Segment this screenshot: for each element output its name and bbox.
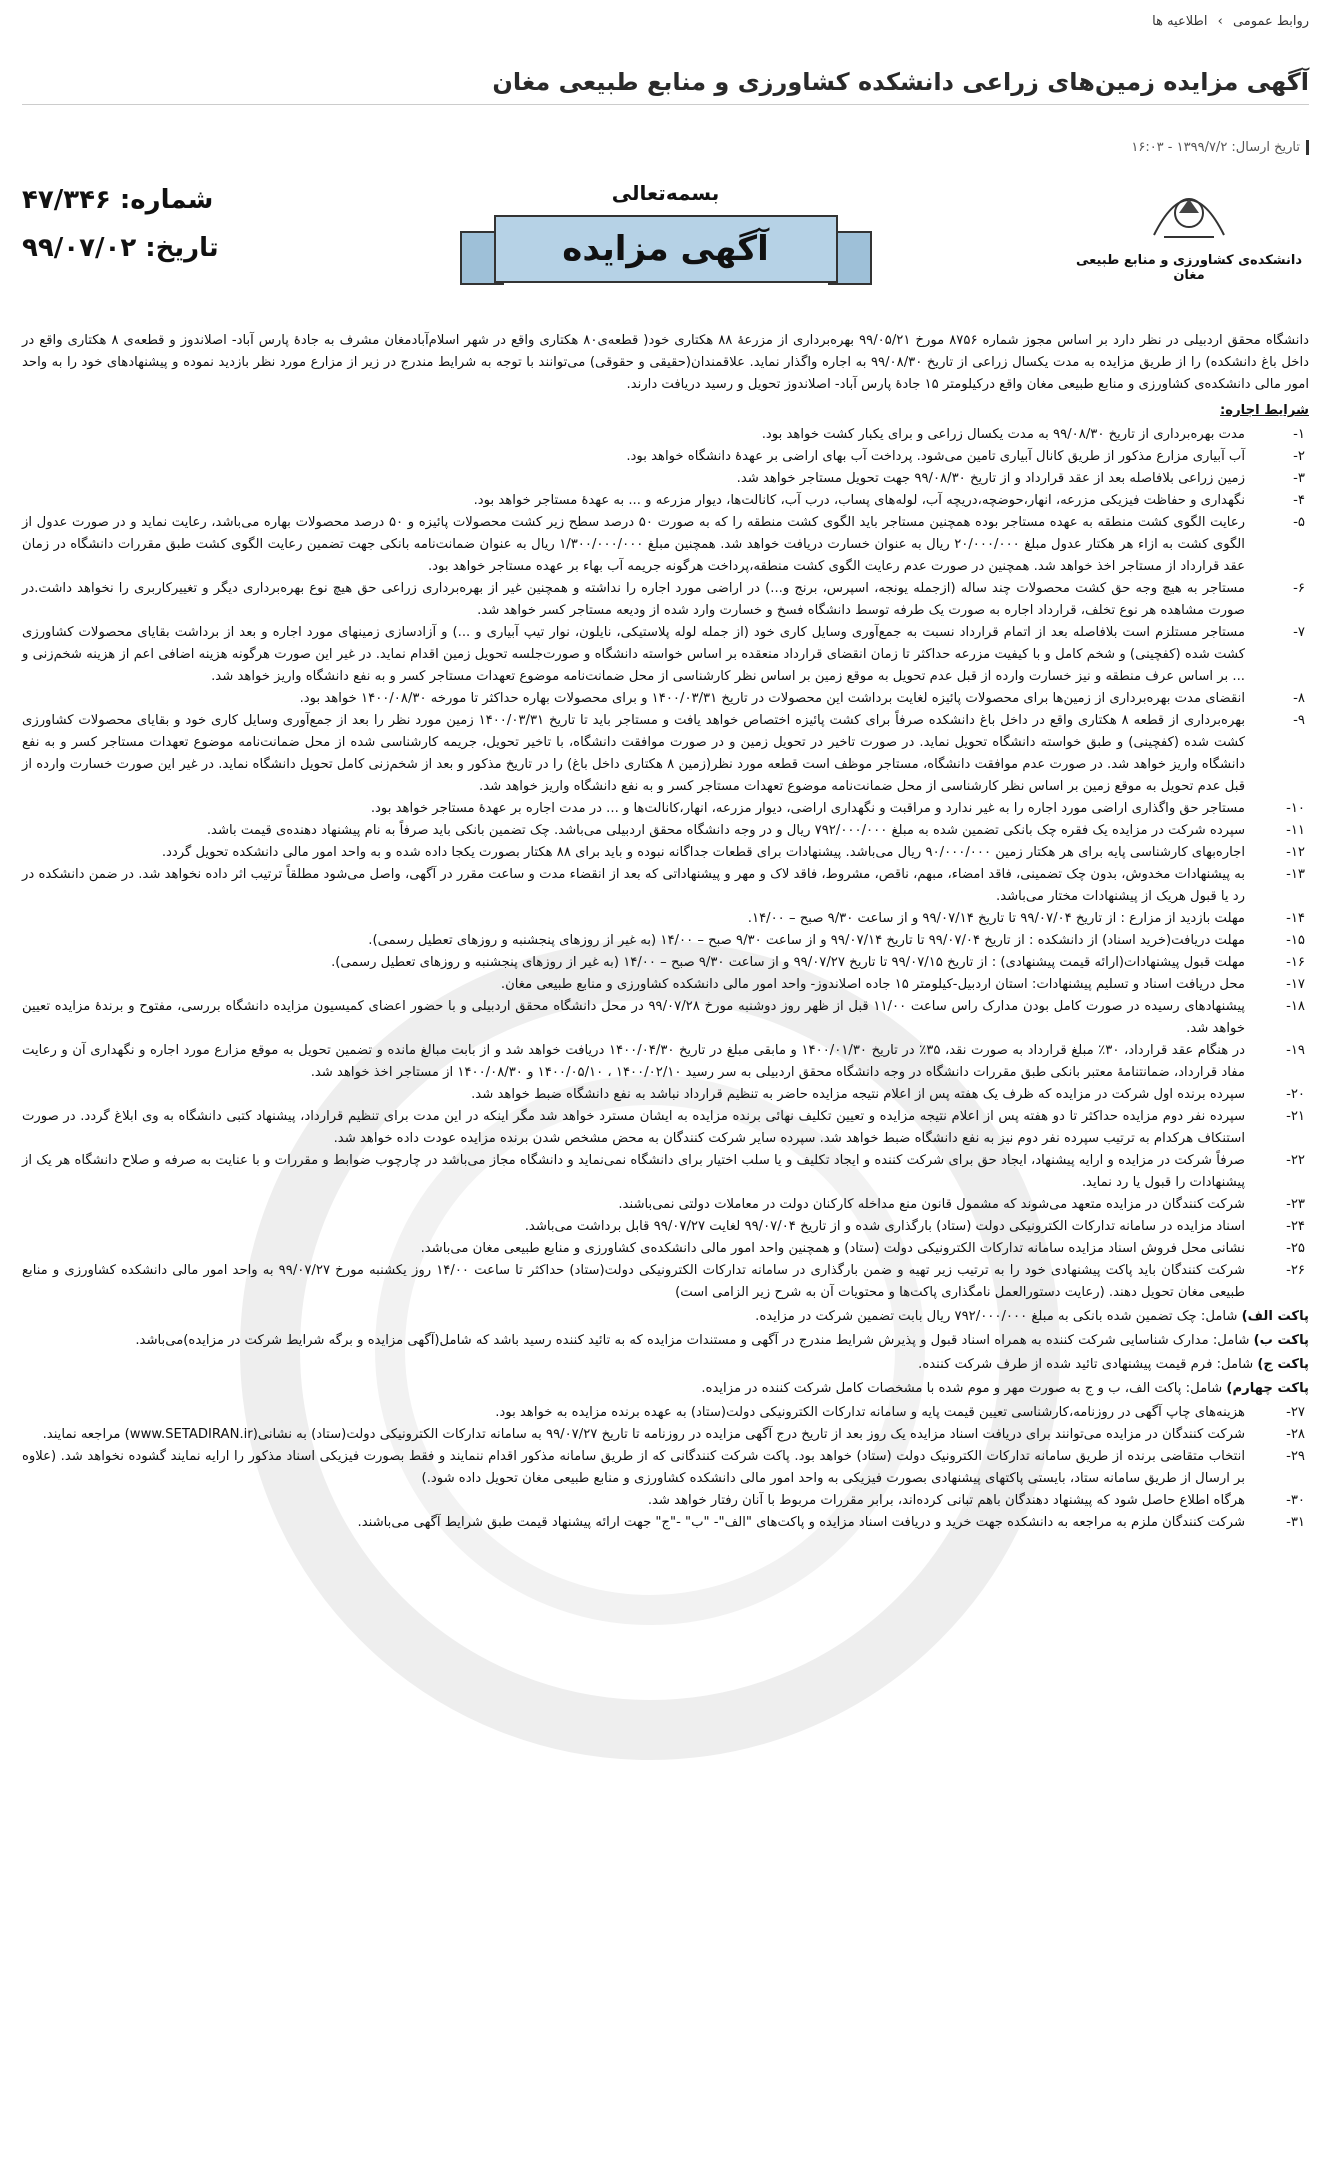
packet-item bbox=[22, 1306, 1309, 1328]
condition-number: ۲۳- bbox=[1286, 1197, 1305, 1212]
condition-item bbox=[22, 864, 1309, 908]
condition-text: اسناد مزایده در سامانه تدارکات الکترونیکی دولت (ستاد) بارگذاری شده و از تاریخ ۹۹/۰۷/۰۴ لغایت ۹۹/۰۷/۲۷ قابل برداشت می‌باشد. bbox=[524, 1219, 1245, 1234]
condition-item bbox=[22, 622, 1309, 688]
packet-text: شامل: فرم قیمت پیشنهادی تائید شده از طرف شرکت کننده. bbox=[918, 1357, 1254, 1372]
banner-wrap bbox=[446, 175, 886, 325]
condition-item bbox=[22, 446, 1309, 468]
condition-text: هزینه‌های چاپ آگهی در روزنامه،کارشناسی تعیین قیمت پایه و سامانه تدارکات الکترونیکی دولت(ستاد) به عهده برنده مزایده به خواهد بود. bbox=[495, 1405, 1245, 1420]
packets-list bbox=[22, 1306, 1309, 1400]
notice-body bbox=[22, 330, 1309, 1534]
condition-number: ۱۴- bbox=[1286, 911, 1305, 926]
condition-text: آب آبیاری مزارع مذکور از طریق کانال آبیاری تامین می‌شود. پرداخت آب بهای اراضی بر عهدهٔ دانشگاه خواهد بود. bbox=[626, 449, 1245, 464]
condition-text: شرکت کنندگان ملزم به مراجعه به دانشکده جهت خرید و دریافت اسناد مزایده و پاکت‌های "الف"- "ب" -"ج" جهت ارائه پیشنهاد قیمت طبق شرایط آگهی می‌باشند. bbox=[357, 1515, 1245, 1530]
breadcrumb bbox=[1146, 14, 1309, 29]
condition-number: ۲۵- bbox=[1286, 1241, 1305, 1256]
condition-number: ۴- bbox=[1293, 493, 1305, 508]
condition-text: انقضای مدت بهره‌برداری از زمین‌ها برای محصولات پائیزه لغایت برداشت این محصولات در تاریخ ۱۴۰۰/۰۳/۳۱ و برای محصولات بهاره حداکثر تا مورخه ۱۴۰۰/۰۸/۳۰ خواهد بود. bbox=[299, 691, 1245, 706]
condition-text: رعایت الگوی کشت منطقه به عهده مستاجر بوده همچنین مستاجر باید الگوی کشت منطقه را که به صورت ۵۰ درصد سطح زیر کشت محصولات پائیزه و ۵۰ درصد محصولات بهاره می‌باشد، رعایت نماید و در صورت عدول از الگوی کشت به ازاء هر هکتار عدول مبلغ ۲۰/۰۰۰/۰۰۰ ریال به عنوان خسارت دریافت خواهد شد. همچنین مبلغ ۱/۳۰۰/۰۰۰/۰۰۰ ریال به عنوان ضمانت‌نامه بانکی جهت تضمین رعایت الگوی کشت طبق مقررات دانشگاه در زمان عقد قرارداد از مستاجر اخذ خواهد شد. همچنین در صورت عدم رعایت الگوی کشت منطقه،پرداخت هرگونه جریمه آب بهاء بر عهده مستاجر خواهد بود. bbox=[22, 515, 1245, 574]
condition-number: ۱۱- bbox=[1286, 823, 1305, 838]
conditions-list bbox=[22, 424, 1309, 1304]
condition-text: در هنگام عقد قرارداد، ۳۰٪ مبلغ قرارداد به صورت نقد، ۳۵٪ در تاریخ ۱۴۰۰/۰۱/۳۰ و مابقی مبلغ در تاریخ ۱۴۰۰/۰۴/۳۰ دریافت خواهد شد و از بابت مبالغ مانده و تضمین تحویل به موقع مزارع مورد اجاره و نگهداری آن و رعایت مفاد قرارداد، ضمانتنامهٔ معتبر بانکی طبق مقررات دانشگاه در وجه دانشگاه محقق اردبیلی به سر رسید ۱۴۰۰/۰۲/۱۰ ، ۱۴۰۰/۰۵/۱۰ و ۱۴۰۰/۰۸/۳۰ از مستاجر اخذ خواهد شد. bbox=[22, 1043, 1245, 1080]
condition-text: هرگاه اطلاع حاصل شود که پیشنهاد دهندگان باهم تبانی کرده‌اند، برابر مقررات مربوط با آنان رفتار خواهد شد. bbox=[647, 1493, 1245, 1508]
condition-number: ۱۲- bbox=[1286, 845, 1305, 860]
condition-number: ۲۴- bbox=[1286, 1219, 1305, 1234]
condition-text: محل دریافت اسناد و تسلیم پیشنهادات: استان اردبیل-کیلومتر ۱۵ جاده اصلاندوز- واحد امور مالی دانشکده کشاورزی و منابع طبیعی مغان. bbox=[500, 977, 1245, 992]
notice-number: شماره: ۴۷/۳۴۶ bbox=[22, 185, 214, 215]
condition-number: ۳۱- bbox=[1286, 1515, 1305, 1530]
condition-number: ۷- bbox=[1293, 625, 1305, 640]
condition-item bbox=[22, 1194, 1309, 1216]
condition-item bbox=[22, 1238, 1309, 1260]
page-title: آگهی مزایده زمین‌های زراعی دانشکده کشاورزی و منابع طبیعی مغان bbox=[492, 68, 1309, 96]
packet-item bbox=[22, 1330, 1309, 1352]
condition-item bbox=[22, 578, 1309, 622]
condition-item bbox=[22, 930, 1309, 952]
intro-paragraph: دانشگاه محقق اردبیلی در نظر دارد بر اساس مجوز شماره ۸۷۵۶ مورخ ۹۹/۰۵/۲۱ بهره‌برداری از مزرعهٔ ۸۸ هکتاری خود( قطعه‌ی۸۰ هکتاری واقع در شهر اسلام‌آبادمغان مشرف به جادهٔ پارس آباد- اصلاندوز و قطعه‌ی ۸ هکتاری واقع در داخل باغ دانشکده) را از طریق مزایده به مدت یکسال زراعی از تاریخ ۹۹/۰۸/۳۰ به اجاره واگذار نماید. علاقمندان(حقیقی و حقوقی) می‌توانند با توجه به شرایط مندرج در زیر از مزارع مورد نظر بازدید نموده و پیشنهادهای خود را به واحد امور مالی دانشکده‌ی کشاورزی و منابع طبیعی مغان واقع درکیلومتر ۱۵ جادهٔ پارس آباد- اصلاندوز تحویل و رسید دریافت دارند. bbox=[22, 333, 1309, 392]
condition-item bbox=[22, 1084, 1309, 1106]
condition-text: انتخاب متقاضی برنده از طریق سامانه تدارکات الکترونیک دولت (ستاد) خواهد بود. پاکت شرکت کنندگانی که از طریق سامانه مذکور اقدام ننمایند و فقط بصورت فیزیکی اسناد مذکور را ارایه نمایند گشوده نخواهد شد. (علاوه بر ارسال از طریق سامانه ستاد، بایستی پاکتهای پیشنهادی بصورت فیزیکی به واحد امور مالی دانشکده کشاورزی و منابع طبیعی مغان تحویل داده شود.) bbox=[22, 1449, 1245, 1486]
breadcrumb-separator: › bbox=[1217, 14, 1223, 29]
condition-number: ۱۰- bbox=[1286, 801, 1305, 816]
condition-item bbox=[22, 974, 1309, 996]
condition-number: ۲۹- bbox=[1286, 1449, 1305, 1464]
condition-number: ۳۰- bbox=[1286, 1493, 1305, 1508]
condition-number: ۱۸- bbox=[1286, 999, 1305, 1014]
condition-number: ۱۶- bbox=[1286, 955, 1305, 970]
faculty-name: دانشکده‌ی کشاورزی و منابع طبیعی مغان bbox=[1075, 253, 1303, 283]
condition-text: به پیشنهادات مخدوش، بدون چک تضمینی، فاقد امضاء، مبهم، ناقص، مشروط، فاقد لاک و مهر و پیشنهاداتی که بعد از انقضاء مدت و ساعت مقرر در آگهی، واصل می‌شود مطلقاً ترتیب اثر داده نخواهد شد. در ضمن دانشکده در رد یا قبول هریک از پیشنهادات مختار می‌باشد. bbox=[22, 867, 1245, 904]
notice-header bbox=[22, 175, 1309, 325]
title-bar bbox=[22, 60, 1309, 105]
breadcrumb-item-announcements[interactable]: اطلاعیه ها bbox=[1152, 14, 1208, 29]
notice-date: تاریخ: ۹۹/۰۷/۰۲ bbox=[22, 233, 219, 263]
condition-item bbox=[22, 1260, 1309, 1304]
condition-item bbox=[22, 798, 1309, 820]
condition-number: ۱- bbox=[1293, 427, 1305, 442]
notice-meta bbox=[22, 185, 219, 281]
condition-number: ۲۱- bbox=[1286, 1109, 1305, 1124]
condition-item bbox=[22, 1040, 1309, 1084]
condition-number: ۹- bbox=[1293, 713, 1305, 728]
condition-text: مهلت بازدید از مزارع : از تاریخ ۹۹/۰۷/۰۴ تا تاریخ ۹۹/۰۷/۱۴ و از ساعت ۹/۳۰ صبح – ۱۴/۰۰. bbox=[747, 911, 1245, 926]
condition-item bbox=[22, 490, 1309, 512]
conditions-list-continued bbox=[22, 1402, 1309, 1534]
packet-label: پاکت ب) bbox=[1253, 1333, 1309, 1348]
condition-text: مستاجر حق واگذاری اراضی مورد اجاره را به غیر ندارد و مراقبت و نگهداری اراضی، دیوار مزرعه، انهار،کانالت‌ها و ... در مدت اجاره بر عهدهٔ مستاجر خواهد بود. bbox=[370, 801, 1245, 816]
conditions-title: شرایط اجاره: bbox=[1220, 403, 1309, 418]
condition-item bbox=[22, 1512, 1309, 1534]
university-seal-icon bbox=[1144, 175, 1234, 245]
condition-number: ۵- bbox=[1293, 515, 1305, 530]
university-logo bbox=[1069, 175, 1309, 283]
condition-item bbox=[22, 820, 1309, 842]
condition-item bbox=[22, 1490, 1309, 1512]
condition-item bbox=[22, 996, 1309, 1040]
condition-item bbox=[22, 512, 1309, 578]
condition-text: سپرده نفر دوم مزایده حداکثر تا دو هفته پس از اعلام نتیجه مزایده و تعیین تکلیف نهائی برنده مزایده به ایشان مسترد خواهد شد مگر اینکه در این مدت برای تنظیم قرارداد، پیشنهاد کتبی دانشگاه به وی ابلاغ گردد. در صورت استنکاف هرکدام به ترتیب سپرده نفر دوم نیز به نفع دانشگاه ضبط خواهد شد. سپرده سایر شرکت کنندگان به محض مشخص شدن برنده مزایده عودت داده خواهد شد. bbox=[22, 1109, 1245, 1146]
condition-text: مستاجر به هیچ وجه حق کشت محصولات چند ساله (ازجمله یونجه، اسپرس، برنج و...) در اراضی مورد اجاره را نداشته و همچنین غیر از بهره‌برداری زراعی حق هیچ نوع بهره‌برداری دیگر و تغییرکاربری را نخواهد داشت.در صورت مشاهده هر نوع تخلف، قرارداد اجاره به صورت یک طرفه توسط دانشگاه فسخ و خسارت وارد شده از ودیعه مستاجر کسر خواهد شد. bbox=[22, 581, 1245, 618]
condition-item bbox=[22, 842, 1309, 864]
condition-number: ۱۹- bbox=[1286, 1043, 1305, 1058]
condition-text: بهره‌برداری از قطعه ۸ هکتاری واقع در داخل باغ دانشکده صرفاً برای کشت پائیزه اختصاص خواهد یافت و مستاجر باید تا تاریخ ۱۴۰۰/۰۳/۳۱ زمین مورد نظر را بعد از جمع‌آوری وسایل کاری خود و بقایای محصولات کشاورزی کشت شده (کفچینی) و طبق خواسته دانشگاه تحویل نماید. در صورت تاخیر در تحویل زمین و در صورت موافقت دانشگاه، با تاخیر تحویل، جریمه کارشناسی شده از محل ضمانت‌نامه موضوع تعهدات مستاجر کسر و به نفع دانشگاه واریز خواهد شد. در صورت عدم موافقت دانشگاه، مستاجر موظف است قطعه مورد نظر(زمین ۸ هکتاری داخل باغ) را در تاریخ مذکور و بعد از شخم‌زنی کامل تحویل دانشگاه نماید. در غیر این صورت خسارت وارده از قبل عدم تحویل به موقع زمین بر اساس نظر کارشناسی از محل ضمانت‌نامه موضوع تعهدات مستاجر کسر و به نفع دانشگاه واریز خواهد شد. bbox=[22, 713, 1245, 794]
condition-text: مدت بهره‌برداری از تاریخ ۹۹/۰۸/۳۰ به مدت یکسال زراعی و برای یکبار کشت خواهد بود. bbox=[761, 427, 1245, 442]
condition-text: نشانی محل فروش اسناد مزایده سامانه تدارکات الکترونیکی دولت (ستاد) و همچنین واحد امور مالی دانشکده‌ی کشاورزی و منابع طبیعی مغان می‌باشد. bbox=[420, 1241, 1245, 1256]
auction-banner: آگهی مزایده bbox=[494, 215, 838, 283]
condition-text: پیشنهادهای رسیده در صورت کامل بودن مدارک راس ساعت ۱۱/۰۰ قبل از ظهر روز دوشنبه مورخ ۹۹/۰۷/۲۸ در محل دانشگاه محقق اردبیلی و با حضور اعضای کمیسیون مزایده دانشگاه بررسی، مفتوح و برندهٔ مزایده تعیین خواهد شد. bbox=[22, 999, 1245, 1036]
condition-item bbox=[22, 1402, 1309, 1424]
condition-text: شرکت کنندگان در مزایده متعهد می‌شوند که مشمول قانون منع مداخله کارکنان دولت در معاملات دولتی نمی‌باشند. bbox=[618, 1197, 1245, 1212]
packet-text: شامل: پاکت الف، ب و ج به صورت مهر و موم شده با مشخصات کامل شرکت کننده در مزایده. bbox=[701, 1381, 1223, 1396]
condition-number: ۱۷- bbox=[1286, 977, 1305, 992]
packet-label: پاکت ج) bbox=[1257, 1357, 1309, 1372]
packet-text: شامل: مدارک شناسایی شرکت کننده به همراه اسناد قبول و پذیرش شرایط مندرج در آگهی و مستندات مزایده که به تائید کننده رسید باشد که شامل(آگهی مزایده و برگه شرایط شرکت در مزایده)می‌باشد. bbox=[135, 1333, 1250, 1348]
condition-text: اجاره‌بهای کارشناسی پایه برای هر هکتار زمین ۹۰/۰۰۰/۰۰۰ ریال می‌باشد. پیشنهادات برای قطعات جداگانه نبوده و باید برای ۸۸ هکتار بصورت یکجا داده شده و به واحد امور مالی دانشکده تحویل گردد. bbox=[161, 845, 1245, 860]
condition-number: ۱۵- bbox=[1286, 933, 1305, 948]
condition-number: ۶- bbox=[1293, 581, 1305, 596]
condition-item bbox=[22, 1424, 1309, 1446]
condition-number: ۲۶- bbox=[1286, 1263, 1305, 1278]
condition-item bbox=[22, 1106, 1309, 1150]
condition-number: ۲۲- bbox=[1286, 1153, 1305, 1168]
condition-text: مستاجر مستلزم است بلافاصله بعد از اتمام قرارداد نسبت به جمع‌آوری وسایل کاری خود (از جمله لوله پلاستیکی، نایلون، نوار تیپ آبیاری و ...) و آزادسازی زمینهای مورد اجاره و بعد از برداشت بقایای محصولات کشاورزی کشت شده (کفچینی) و شخم کامل و با کیفیت مزرعه حداکثر تا زمان انقضای قرارداد منعقده بر اساس خواسته دانشگاه و صورت‌جلسه تحویل زمین اقدام نماید. در غیر این صورت هرگونه هزینه اضافی اعم از هزینه شخم‌زنی و ... بر اساس عرف منطقه و نیز خسارت وارده از قبل عدم تحویل به موقع زمین بر اساس نظر کارشناسی از محل ضمانت‌نامه موضوع تعهدات مستاجر کسر و به نفع دانشگاه واریز خواهد شد. bbox=[22, 625, 1245, 684]
condition-number: ۲- bbox=[1293, 449, 1305, 464]
condition-text: زمین زراعی بلافاصله بعد از عقد قرارداد و از تاریخ ۹۹/۰۸/۳۰ جهت تحویل مستاجر خواهد شد. bbox=[736, 471, 1245, 486]
condition-item bbox=[22, 1446, 1309, 1490]
condition-number: ۲۷- bbox=[1286, 1405, 1305, 1420]
condition-item bbox=[22, 424, 1309, 446]
condition-number: ۳- bbox=[1293, 471, 1305, 486]
condition-item bbox=[22, 1216, 1309, 1238]
condition-item bbox=[22, 908, 1309, 930]
condition-text: شرکت کنندگان در مزایده می‌توانند برای دریافت اسناد مزایده یک روز بعد از تاریخ درج آگهی مزایده در روزنامه تا تاریخ ۹۹/۰۷/۲۷ به سامانه تدارکات الکترونیکی دولت(ستاد) به نشانی(www.SETADIRAN.ir) مراجعه نمایند. bbox=[42, 1427, 1245, 1442]
packet-item bbox=[22, 1378, 1309, 1400]
condition-text: صرفاً شرکت در مزایده و ارایه پیشنهاد، ایجاد حق برای شرکت کننده و ایجاد تکلیف و یا سلب اختیار برای دانشگاه نمی‌نماید و دانشگاه مجاز می‌باشد در چارچوب ضوابط و مقررات و با عنایت به صرفه و صلاح دانشگاه هر یک از پیشنهادات را قبول یا رد نماید. bbox=[22, 1153, 1245, 1190]
condition-item bbox=[22, 952, 1309, 974]
condition-item bbox=[22, 710, 1309, 798]
condition-text: سپرده برنده اول شرکت در مزایده که ظرف یک هفته پس از اعلام نتیجه مزایده حاضر به تنظیم قرارداد نباشد به نفع دانشگاه ضبط خواهد شد. bbox=[471, 1087, 1245, 1102]
condition-text: نگهداری و حفاظت فیزیکی مزرعه، انهار،حوضچه،دریچه آب، لوله‌های پساب، درب آب، کانالت‌ها، دیوار مزرعه و ... به عهدهٔ مستاجر خواهد بود. bbox=[473, 493, 1245, 508]
condition-item bbox=[22, 1150, 1309, 1194]
condition-text: مهلت دریافت(خرید اسناد) از دانشکده : از تاریخ ۹۹/۰۷/۰۴ تا تاریخ ۹۹/۰۷/۱۴ و از ساعت ۹/۳۰ صبح – ۱۴/۰۰ (به غیر از روزهای پنجشنبه و روزهای تعطیل رسمی). bbox=[368, 933, 1245, 948]
packet-item bbox=[22, 1354, 1309, 1376]
packet-text: شامل: چک تضمین شده بانکی به مبلغ ۷۹۲/۰۰۰/۰۰۰ ریال بابت تضمین شرکت در مزایده. bbox=[755, 1309, 1238, 1324]
condition-text: مهلت قبول پیشنهادات(ارائه قیمت پیشنهادی) : از تاریخ ۹۹/۰۷/۱۵ تا تاریخ ۹۹/۰۷/۲۷ و از ساعت ۹/۳۰ صبح – ۱۴/۰۰ (به غیر از روزهای پنجشنبه و روزهای تعطیل رسمی). bbox=[331, 955, 1245, 970]
condition-number: ۲۸- bbox=[1286, 1427, 1305, 1442]
condition-number: ۸- bbox=[1293, 691, 1305, 706]
packet-label: پاکت الف) bbox=[1241, 1309, 1309, 1324]
breadcrumb-item-public-relations[interactable]: روابط عمومی bbox=[1232, 14, 1309, 29]
condition-item bbox=[22, 468, 1309, 490]
bismillah: بسمه‌تعالی bbox=[611, 181, 720, 205]
condition-text: شرکت کنندگان باید پاکت پیشنهادی خود را به ترتیب زیر تهیه و ضمن بارگذاری در سامانه تدارکات الکترونیکی دولت(ستاد) حداکثر تا ساعت ۱۴/۰۰ روز یکشنبه مورخ ۹۹/۰۷/۲۷ به واحد امور مالی دانشکده کشاورزی و منابع طبیعی مغان تحویل دهند. (رعایت دستورالعمل نامگذاری پاکت‌ها و محتویات آن به شرح زیر الزامی است) bbox=[22, 1263, 1245, 1300]
packet-label: پاکت چهارم) bbox=[1226, 1381, 1309, 1396]
condition-number: ۲۰- bbox=[1286, 1087, 1305, 1102]
condition-text: سپرده شرکت در مزایده یک فقره چک بانکی تضمین شده به مبلغ ۷۹۲/۰۰۰/۰۰۰ ریال و در وجه دانشگاه محقق اردبیلی می‌باشد. چک تضمین بانکی باید صرفاً به نام پیشنهاد دهنده‌ی قیمت باشد. bbox=[206, 823, 1245, 838]
condition-number: ۱۳- bbox=[1286, 867, 1305, 882]
condition-item bbox=[22, 688, 1309, 710]
sent-date: تاریخ ارسال: ۱۳۹۹/۷/۲ - ۱۶:۰۳ bbox=[1131, 140, 1309, 155]
